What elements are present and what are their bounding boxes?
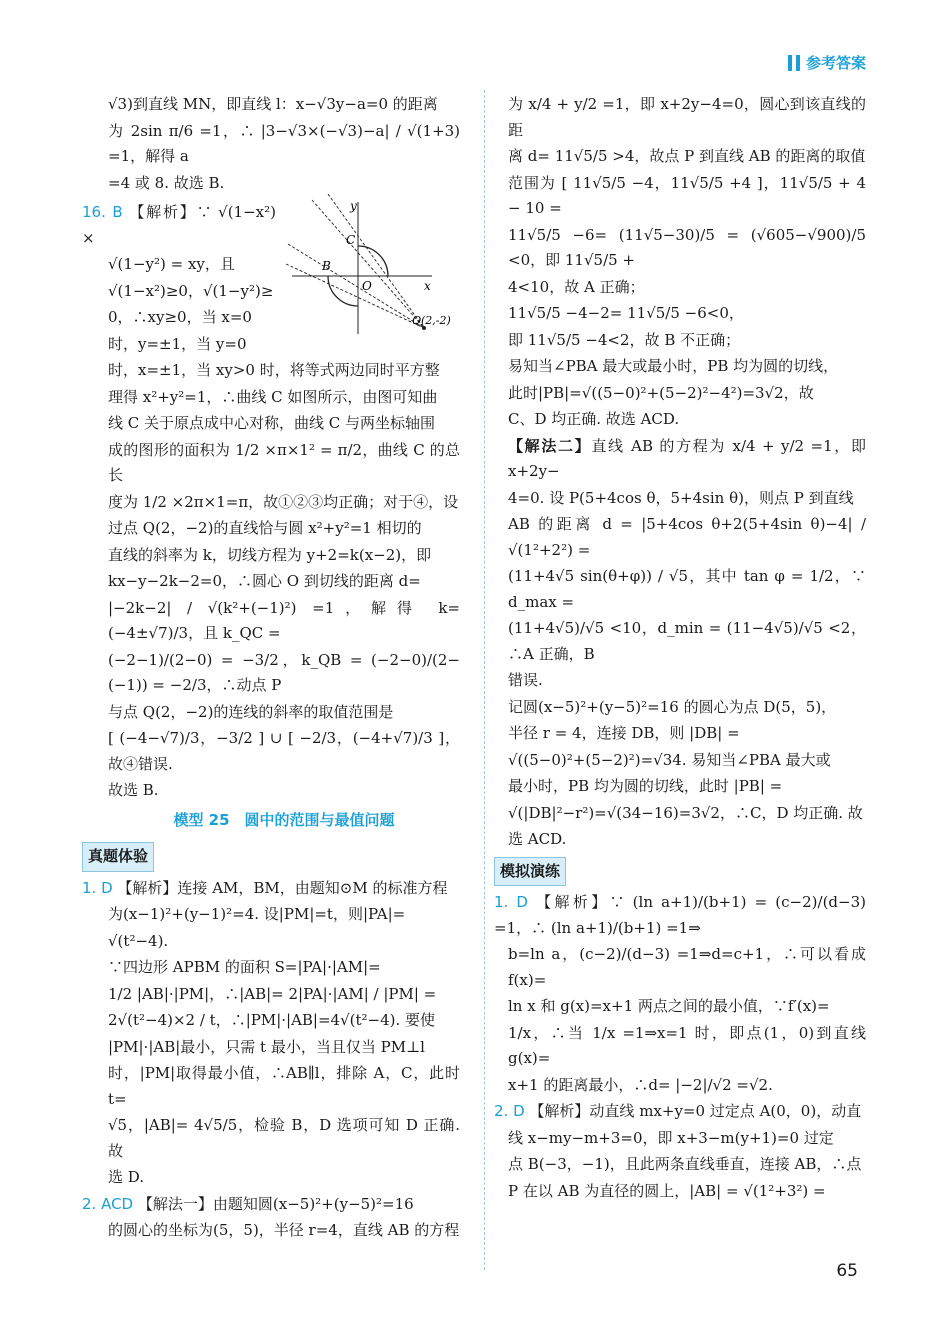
text-line: 时，|PM|取得最小值，∴AB∥l，排除 A，C，此时 t= <box>108 1064 460 1108</box>
real-exam-tag: 真题体验 <box>82 842 154 872</box>
question-1 <box>82 876 460 1191</box>
point-c-label: C <box>346 233 356 247</box>
curve-c-diagram <box>282 194 468 334</box>
text-line: 4=0. 设 P(5+4cos θ，5+4sin θ)，则点 P 到直线 <box>508 488 854 507</box>
text-line: (−2−1)/(2−0) = −3/2，k_QB = (−2−0)/(2−(−1)) = −2/3，∴动点 P <box>108 650 460 694</box>
text-line: b=ln a，(c−2)/(d−3) =1⇒d=c+1，∴可以看成 f(x)= <box>508 945 866 989</box>
question-number: 2. D <box>494 1102 525 1120</box>
text-line: 1/x，∴当 1/x =1⇒x=1 时，即点(1，0)到直线 g(x)= <box>508 1023 866 1067</box>
question-2 <box>82 1192 460 1244</box>
text-line: 错误. <box>508 671 543 689</box>
text-line: 直线 AB 的方程为 x/4 + y/2 =1，即 x+2y− <box>508 436 866 480</box>
method-two-label: 【解法二】 <box>508 436 592 455</box>
text-line: √3)到直线 MN，即直线 l：x−√3y−a=0 的距离 <box>108 95 438 113</box>
text-line: (11+4√5 sin(θ+φ)) / √5，其中 tan φ = 1/2，∵ d_max = <box>508 567 866 611</box>
question-line <box>82 876 460 902</box>
text-line: |PM|·|AB|最小，只需 t 最小，当且仅当 PM⊥l <box>108 1037 425 1056</box>
question-number: 16. B <box>82 203 123 221</box>
header-label: 参考答案 <box>805 54 866 72</box>
text-line: ln x 和 g(x)=x+1 两点之间的最小值，∵f′(x)= <box>508 997 830 1015</box>
question-number: 2. ACD <box>82 1194 134 1213</box>
text-line: 【解析】∵ (ln a+1)/(b+1) = (c−2)/(d−3) =1，∴ (ln a+1)/(b+1) =1⇒ <box>494 893 866 937</box>
question-line <box>82 1192 460 1218</box>
question-16 <box>82 199 460 804</box>
text-line: 离 d= 11√5/5 >4，故点 P 到直线 AB 的距离的取值 <box>508 147 866 165</box>
point-q-label: Q(2,-2) <box>412 314 451 327</box>
question-number: 1. D <box>494 893 528 911</box>
text-line: 最小时，PB 均为圆的切线，此时 |PB| = <box>508 777 783 795</box>
text-line: 记圆(x−5)²+(y−5)²=16 的圆心为点 D(5，5)， <box>508 697 837 716</box>
text-line: kx−y−2k−2=0，∴圆心 O 到切线的距离 d= <box>108 572 421 590</box>
text-line: 为(x−1)²+(y−1)²=4. 设|PM|=t，则|PA|= <box>108 905 406 923</box>
text-line: 为 2sin π/6 =1，∴ |3−√3×(−√3)−a| / √(1+3) =1，解得 a <box>108 121 460 165</box>
text-line: 线 C 关于原点成中心对称，曲线 C 与两坐标轴围 <box>108 414 436 432</box>
text-line: 过点 Q(2，−2)的直线恰与圆 x²+y²=1 相切的 <box>108 519 422 537</box>
text-line: 成的图形的面积为 1/2 ×π×1² = π/2，曲线 C 的总长 <box>108 440 460 484</box>
header-bars-icon <box>788 55 800 71</box>
text-line: 1/2 |AB|·|PM|，∴|AB|= 2|PA|·|AM| / |PM| = <box>108 984 437 1003</box>
simulation-tag: 模拟演练 <box>494 857 566 887</box>
text-line: 点 B(−3，−1)，且此两条直线垂直，连接 AB，∴点 <box>508 1155 862 1173</box>
text-line: 故选 B. <box>108 781 159 799</box>
text-line: C、D 均正确. 故选 ACD. <box>508 410 680 428</box>
text-line: |−2k−2| / √(k²+(−1)²) =1，解得 k= (−4±√7)/3，且 k_QC = <box>108 598 460 642</box>
sim-question-1 <box>494 890 866 1098</box>
text-line: √((5−0)²+(5−2)²)=√34. 易知当∠PBA 最大或 <box>508 750 831 769</box>
method-two-line <box>508 434 866 485</box>
text-line: 11√5/5 −4−2= 11√5/5 −6<0， <box>508 304 744 322</box>
text-line: 的圆心的坐标为(5，5)，半径 r=4，直线 AB 的方程 <box>108 1221 460 1239</box>
text-line: =4 或 8. 故选 B. <box>108 173 225 192</box>
text-line: 此时|PB|=√((5−0)²+(5−2)²−4²)=3√2，故 <box>508 383 814 402</box>
text-line: ∵四边形 APBM 的面积 S=|PA|·|AM|= <box>108 958 381 976</box>
text-line: 【解析】∵ √(1−x²) × <box>82 203 276 247</box>
text-line: 时，y=±1，当 y=0 <box>108 334 247 353</box>
text-line: 为 x/4 + y/2 =1，即 x+2y−4=0，圆心到该直线的距 <box>508 95 866 139</box>
text-line: (11+4√5)/√5 <10，d_min = (11−4√5)/√5 <2，∴A 正确，B <box>508 619 866 663</box>
axis-y-label: y <box>350 199 357 213</box>
text-line: √(|DB|²−r²)=√(34−16)=3√2，∴C，D 均正确. 故 <box>508 803 863 822</box>
text-line: 易知当∠PBA 最大或最小时，PB 均为圆的切线， <box>508 357 839 375</box>
text-line: 选 D. <box>108 1168 145 1186</box>
text-line: P 在以 AB 为直径的圆上，|AB| = √(1²+3²) = <box>508 1181 826 1200</box>
text-line: 半径 r = 4，连接 DB，则 |DB| = <box>508 724 740 742</box>
right-column <box>494 92 866 1205</box>
text-line: √(1−y²) = xy，且 <box>108 255 235 273</box>
text-line: 【解析】连接 AM，BM，由题知⊙M 的标准方程 <box>117 878 448 897</box>
text-line: [ (−4−√7)/3，−3/2 ] ∪ [ −2/3，(−4+√7)/3 ]，故④错误. <box>108 729 460 773</box>
text-line: √(1−x²)≥0，√(1−y²)≥ <box>108 281 274 300</box>
page-number: 65 <box>836 1261 858 1281</box>
text-line: 【解析】动直线 mx+y=0 过定点 A(0，0)，动直 <box>529 1102 862 1120</box>
column-divider <box>484 90 485 1270</box>
text-line: AB 的距离 d = |5+4cos θ+2(5+4sin θ)−4| / √(1²+2²) = <box>508 515 866 559</box>
text-line: √5，|AB|= 4√5/5，检验 B，D 选项可知 D 正确. 故 <box>108 1116 460 1160</box>
text-line: 11√5/5 −6= (11√5−30)/5 = (√605−√900)/5 <0，即 11√5/5 + <box>508 225 866 269</box>
text-line: x+1 的距离最小，∴d= |−2|/√2 =√2. <box>508 1075 773 1094</box>
text-line: 选 ACD. <box>508 830 567 848</box>
text-line: 与点 Q(2，−2)的连线的斜率的取值范围是 <box>108 702 394 721</box>
text-line: 线 x−my−m+3=0，即 x+3−m(y+1)=0 过定 <box>508 1128 834 1147</box>
section-title: 模型 25 圆中的范围与最值问题 <box>173 810 395 829</box>
text-line: 理得 x²+y²=1，∴曲线 C 如图所示，由图可知曲 <box>108 387 438 406</box>
axis-x-label: x <box>424 279 431 293</box>
point-b-label: B <box>322 259 331 273</box>
page-header <box>788 52 866 73</box>
sim-question-2 <box>494 1099 866 1204</box>
text-line: 【解法一】由题知圆(x−5)²+(y−5)²=16 <box>137 1194 414 1213</box>
circle-figure <box>282 194 468 334</box>
text-line: 度为 1/2 ×2π×1=π，故①②③均正确；对于④，设 <box>108 492 459 511</box>
text-line: 范围为 [ 11√5/5 −4，11√5/5 +4 ]，11√5/5 + 4 − 10 = <box>508 173 866 217</box>
text-line: 即 11√5/5 −4<2，故 B 不正确； <box>508 330 741 349</box>
text-line: 直线的斜率为 k，切线方程为 y+2=k(x−2)，即 <box>108 545 432 564</box>
question-number: 1. D <box>82 878 113 897</box>
text-line: 4<10，故 A 正确； <box>508 277 645 296</box>
text-line: √(t²−4). <box>108 931 169 950</box>
text-line: 时，x=±1，当 xy>0 时，将等式两边同时平方整 <box>108 361 440 379</box>
left-column <box>82 92 460 1245</box>
text-line: 0，∴xy≥0，当 x=0 <box>108 308 252 326</box>
text-line: 2√(t²−4)×2 / t，∴|PM|·|AB|=4√(t²−4). 要使 <box>108 1011 436 1029</box>
origin-label: O <box>362 279 372 293</box>
question-line <box>494 1099 866 1125</box>
question-line <box>494 890 866 941</box>
